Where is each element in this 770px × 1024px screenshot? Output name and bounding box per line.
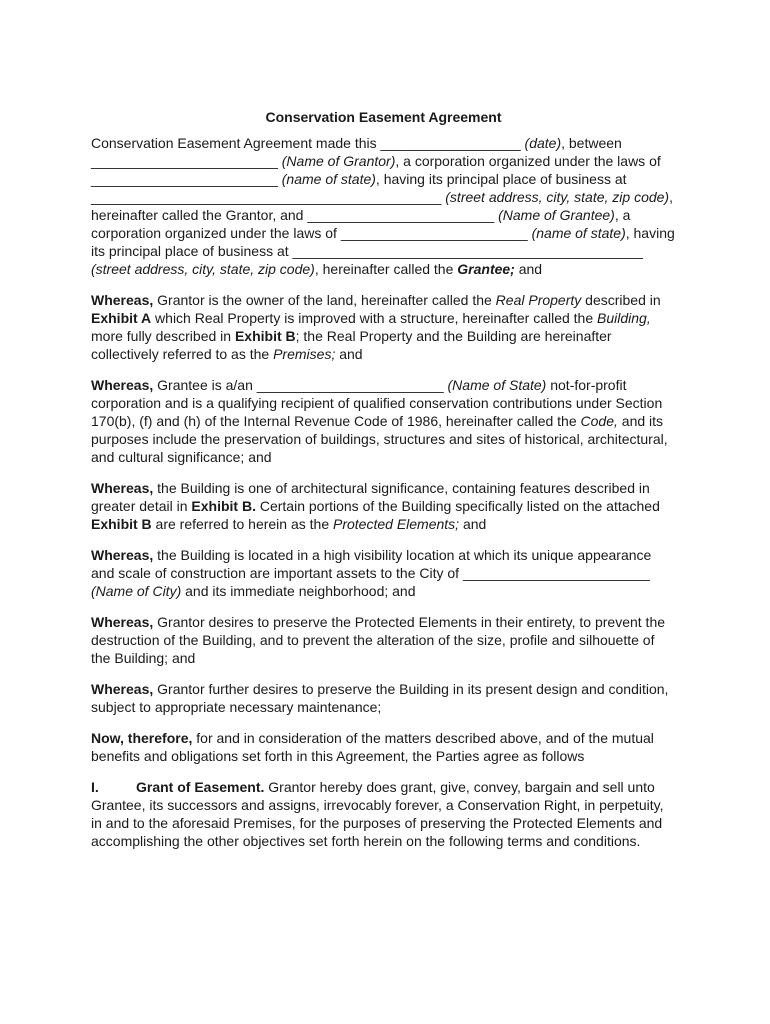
date-placeholder: (date) <box>524 135 562 151</box>
exhibit-reference: Exhibit B <box>91 516 152 532</box>
city-placeholder: (Name of City) <box>91 583 182 599</box>
whereas-paragraph-6 <box>91 680 676 716</box>
defined-term: Building, <box>597 310 651 326</box>
section-heading: Grant of Easement. <box>136 779 265 795</box>
paragraph-text: the Building is one of architectural significance, containing features described in greater detail in <box>91 480 650 514</box>
whereas-paragraph-5 <box>91 613 676 667</box>
whereas-label: Whereas, <box>91 292 154 308</box>
paragraph-text: and <box>459 516 487 532</box>
paragraph-text: and its purposes include the preservation of buildings, structures and sites of historical, architectural, and cultural significance; and <box>91 413 668 465</box>
paragraph-text: Grantor hereby does grant, give, convey, bargain and sell unto Grantee, its successors and assigns, irrevocably forever, a Conservation Right, in perpetuity, in and to the aforesaid Premises, for the purposes of preserving the Protected Elements and accomplishing the other objectives set forth herein on the following terms and conditions. <box>91 779 664 849</box>
whereas-paragraph-4 <box>91 546 676 600</box>
paragraph-text: are referred to herein as the <box>151 516 333 532</box>
paragraph-text: and its immediate neighborhood; and <box>181 583 416 599</box>
exhibit-reference: Exhibit B <box>234 328 296 344</box>
section-grant-of-easement <box>91 778 676 850</box>
paragraph-text: Grantee is a/an ________________________ <box>153 377 448 393</box>
defined-term: Premises; <box>273 346 336 362</box>
paragraph-text: Certain portions of the Building specifically listed on the attached <box>255 498 660 514</box>
exhibit-reference: Exhibit B. <box>191 498 256 514</box>
now-therefore-paragraph <box>91 729 676 765</box>
intro-text: , having its principal place of business at _____________________________________________ <box>91 225 675 259</box>
whereas-paragraph-3 <box>91 479 676 533</box>
paragraph-text: for and in consideration of the matters described above, and of the mutual benefits and obligations set forth in this Agreement, the Parties agree as follows <box>91 730 654 764</box>
paragraph-text: Grantor desires to preserve the Protected Elements in their entirety, to prevent the destruction of the Building, and to prevent the alteration of the size, profile and silhouette of the Building; and <box>91 614 666 666</box>
intro-text: , having its principal place of business at _____________________________________________ <box>91 171 627 205</box>
paragraph-text: more fully described in <box>91 328 235 344</box>
paragraph-text: ; the Real Property and the Building are hereinafter collectively referred to as the <box>91 328 612 362</box>
paragraph-text: the Building is located in a high visibility location at which its unique appearance and scale of construction are important assets to the City of ________________________ <box>91 547 652 581</box>
section-number: I. <box>91 779 99 795</box>
state-placeholder: (Name of State) <box>447 377 547 393</box>
paragraph-text: described in <box>581 292 661 308</box>
exhibit-reference: Exhibit A <box>91 310 152 326</box>
grantee-address-placeholder: (street address, city, state, zip code) <box>91 261 315 277</box>
intro-text: , hereinafter called the Grantor, and ________________________ <box>91 189 673 223</box>
grantor-state-placeholder: (name of state) <box>281 171 376 187</box>
grantee-name-placeholder: (Name of Grantee) <box>498 207 615 223</box>
paragraph-text: which Real Property is improved with a structure, hereinafter called the <box>151 310 598 326</box>
intro-text: , a corporation organized under the laws of ________________________ <box>91 153 661 187</box>
paragraph-text: Grantor is the owner of the land, hereinafter called the <box>153 292 496 308</box>
document-page <box>91 108 676 863</box>
whereas-label: Whereas, <box>91 480 154 496</box>
whereas-paragraph-1 <box>91 291 676 363</box>
intro-text: , hereinafter called the <box>314 261 458 277</box>
grantee-state-placeholder: (name of state) <box>531 225 626 241</box>
intro-text: Conservation Easement Agreement made this __________________ <box>91 135 525 151</box>
whereas-paragraph-2 <box>91 376 676 466</box>
whereas-label: Whereas, <box>91 681 154 697</box>
intro-text: , a corporation organized under the laws of ________________________ <box>91 207 631 241</box>
grantee-term: Grantee; <box>457 261 515 277</box>
grantor-name-placeholder: (Name of Grantor) <box>281 153 396 169</box>
defined-term: Real Property <box>495 292 582 308</box>
intro-text: and <box>514 261 543 277</box>
grantor-address-placeholder: (street address, city, state, zip code) <box>445 189 670 205</box>
whereas-label: Whereas, <box>91 547 154 563</box>
whereas-label: Whereas, <box>91 377 154 393</box>
paragraph-text: Grantor further desires to preserve the Building in its present design and condition, subject to appropriate necessary maintenance; <box>91 681 669 715</box>
intro-text: , between ________________________ <box>91 135 622 169</box>
paragraph-text: and <box>335 346 363 362</box>
document-title: Conservation Easement Agreement <box>265 109 502 125</box>
intro-paragraph <box>91 134 676 278</box>
paragraph-text: not-for-profit corporation and is a qualifying recipient of qualified conservation contributions under Section 170(b), (f) and (h) of the Internal Revenue Code of 1986, hereinafter called the <box>91 377 663 429</box>
defined-term: Code, <box>580 413 618 429</box>
now-therefore-label: Now, therefore, <box>91 730 193 746</box>
whereas-label: Whereas, <box>91 614 154 630</box>
defined-term: Protected Elements; <box>333 516 460 532</box>
